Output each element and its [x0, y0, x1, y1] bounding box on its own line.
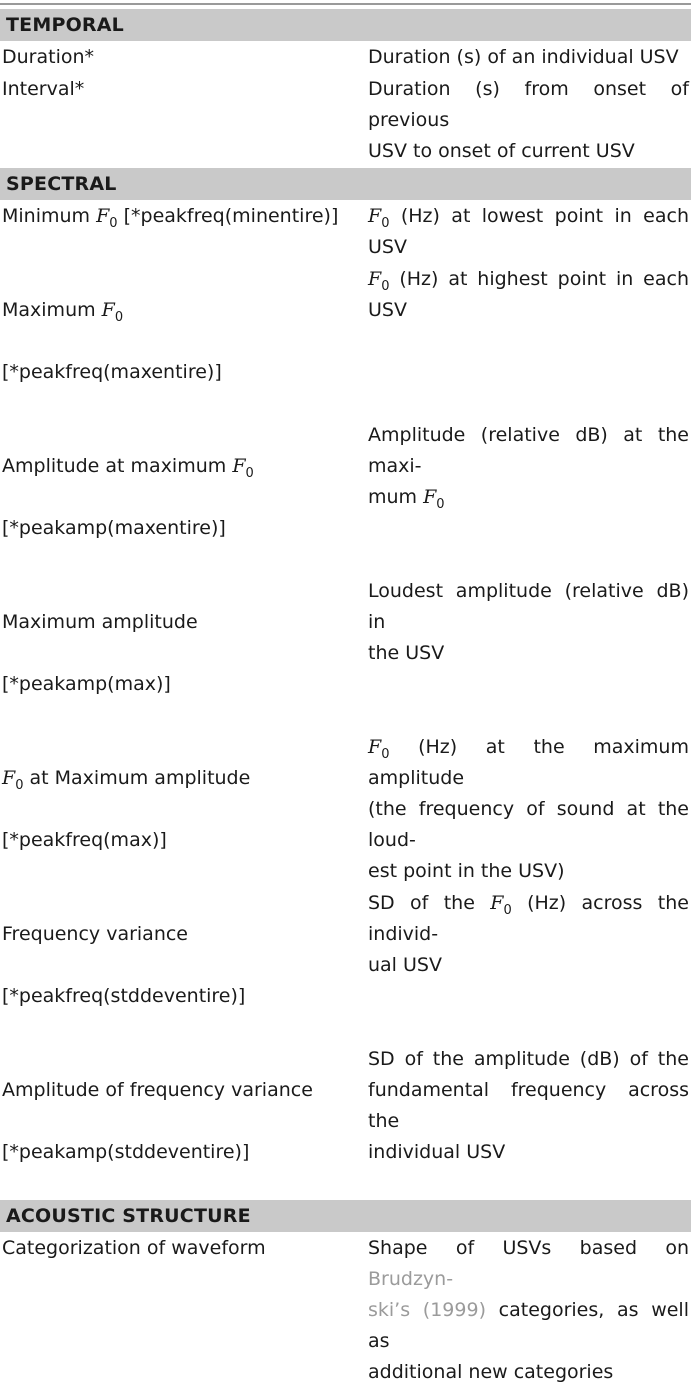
table-row-max-f0 [0, 264, 691, 420]
table-row-amp-at-max-f0 [0, 420, 691, 576]
table-row-interval [0, 74, 691, 168]
section-header-acoustic-structure: ACOUSTIC STRUCTURE [0, 1200, 691, 1233]
param-interval: Interval* [2, 78, 85, 100]
param-min-f0: Minimum $F_0$ [*peakfreq(minentire)] [2, 205, 339, 231]
table-row-frequency-variance [0, 888, 691, 1044]
reference-link-brudzynski[interactable]: Brudzyn- [368, 1268, 454, 1290]
table-row-min-f0 [0, 201, 691, 264]
desc-max-f0: $F_0$ (Hz) at highest point in each USV [368, 268, 689, 321]
section-header-spectral: SPECTRAL [0, 168, 691, 201]
param-waveform: Categorization of waveform [2, 1237, 266, 1259]
param-max-amplitude: Maximum amplitude [*peakamp(max)] [2, 611, 198, 695]
desc-max-amplitude: Loudest amplitude (relative dB) in the USV [368, 580, 689, 664]
top-rule [0, 3, 691, 5]
desc-waveform: Shape of USVs based on Brudzyn- ski’s (1999) categories, as well as additional new categories [368, 1237, 689, 1383]
desc-frequency-variance: SD of the $F_0$ (Hz) across the individ- ual USV [368, 892, 689, 976]
param-duration: Duration* [2, 46, 95, 68]
table-row-max-amplitude [0, 576, 691, 732]
desc-min-f0: $F_0$ (Hz) at lowest point in each USV [368, 205, 689, 258]
param-frequency-variance: Frequency variance [*peakfreq(stddeventire)] [2, 923, 246, 1007]
desc-amplitude-frequency-variance: SD of the amplitude (dB) of the fundamental frequency across the individual USV [368, 1048, 689, 1163]
table-row-duration [0, 42, 691, 74]
reference-link-brudzynski-cont[interactable]: ski’s (1999) [368, 1299, 486, 1321]
param-max-f0: Maximum $F_0$ [*peakfreq(maxentire)] [2, 299, 222, 383]
desc-duration: Duration (s) of an individual USV [368, 46, 679, 68]
table-row-f0-at-max-amplitude [0, 732, 691, 888]
param-amp-at-max-f0: Amplitude at maximum $F_0$ [*peakamp(maxentire)] [2, 455, 254, 539]
table-row-amplitude-frequency-variance [0, 1044, 691, 1200]
table-row-waveform [0, 1233, 691, 1389]
desc-f0-at-max-amplitude: $F_0$ (Hz) at the maximum amplitude (the frequency of sound at the loud- est point in the USV) [368, 736, 689, 882]
usv-parameters-table [0, 9, 691, 1389]
param-f0-at-max-amplitude: $F_0$ at Maximum amplitude [*peakfreq(max)] [2, 767, 251, 851]
desc-amp-at-max-f0: Amplitude (relative dB) at the maxi- mum $F_0$ [368, 424, 689, 512]
desc-interval: Duration (s) from onset of previous USV to onset of current USV [368, 78, 689, 162]
section-header-temporal: TEMPORAL [0, 9, 691, 42]
param-amplitude-frequency-variance: Amplitude of frequency variance [*peakamp(stddeventire)] [2, 1079, 313, 1163]
